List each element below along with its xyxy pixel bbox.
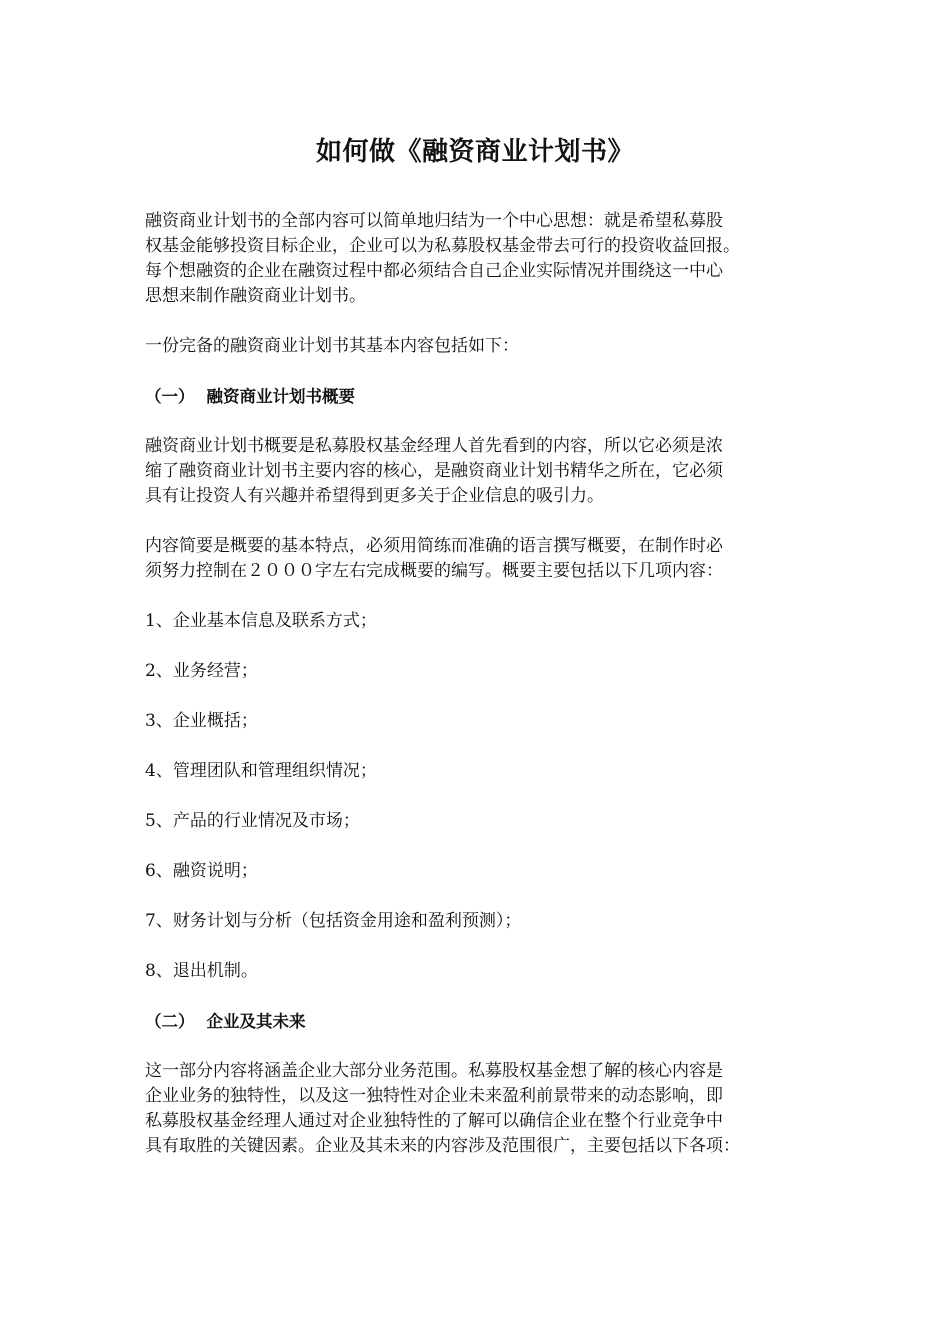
section-title: 企业及其未来: [206, 1012, 306, 1031]
list-item: [145, 659, 810, 684]
list-item-text: 7、财务计划与分析（包括资金用途和盈利预测）；: [145, 911, 522, 931]
list-item: [145, 609, 810, 634]
list-item: [145, 959, 810, 984]
document-title: 如何做《融资商业计划书》: [315, 137, 634, 167]
paragraph-line: 私募股权基金经理人通过对企业独特性的了解可以确信企业在整个行业竞争中: [145, 1111, 723, 1131]
intro-line: 融资商业计划书的全部内容可以简单地归结为一个中心思想：就是希望私募股: [145, 211, 723, 231]
intro-paragraph: [145, 209, 810, 309]
section-number: （一）: [145, 387, 195, 406]
list-item: [145, 909, 810, 934]
contents-lead: [145, 334, 810, 359]
summary-paragraph-2: [145, 534, 810, 584]
list-item-text: 8、退出机制。: [145, 961, 258, 981]
paragraph-line: 须努力控制在２０００字左右完成概要的编写。概要主要包括以下几项内容：: [145, 561, 723, 581]
contents-lead-text: 一份完备的融资商业计划书其基本内容包括如下：: [145, 336, 519, 356]
paragraph-line: 企业业务的独特性，以及这一独特性对企业未来盈利前景带来的动态影响，即: [145, 1086, 723, 1106]
document-body: [145, 209, 810, 1159]
section-title: 融资商业计划书概要: [206, 387, 355, 406]
paragraph-line: 融资商业计划书概要是私募股权基金经理人首先看到的内容，所以它必须是浓: [145, 436, 723, 456]
paragraph-line: 内容简要是概要的基本特点，必须用简练而准确的语言撰写概要，在制作时必: [145, 536, 723, 556]
section-heading-2: [145, 1009, 810, 1034]
paragraph-line: 具有让投资人有兴趣并希望得到更多关于企业信息的吸引力。: [145, 486, 604, 506]
paragraph-line: 这一部分内容将涵盖企业大部分业务范围。私募股权基金想了解的核心内容是: [145, 1061, 723, 1081]
company-future-paragraph: [145, 1059, 810, 1159]
list-item-text: 2、业务经营；: [145, 661, 258, 681]
list-item-text: 3、企业概括；: [145, 711, 258, 731]
list-item: [145, 709, 810, 734]
list-item-text: 5、产品的行业情况及市场；: [145, 811, 360, 831]
intro-line: 思想来制作融资商业计划书。: [145, 286, 366, 306]
list-item: [145, 859, 810, 884]
list-item: [145, 759, 810, 784]
paragraph-line: 缩了融资商业计划书主要内容的核心，是融资商业计划书精华之所在，它必须: [145, 461, 723, 481]
list-item: [145, 809, 810, 834]
list-item-text: 1、企业基本信息及联系方式；: [145, 611, 377, 631]
section-heading-1: [145, 384, 810, 409]
summary-paragraph-1: [145, 434, 810, 509]
section-number: （二）: [145, 1012, 195, 1031]
list-item-text: 6、融资说明；: [145, 861, 258, 881]
intro-line: 权基金能够投资目标企业，企业可以为私募股权基金带去可行的投资收益回报。: [145, 236, 740, 256]
intro-line: 每个想融资的企业在融资过程中都必须结合自己企业实际情况并围绕这一中心: [145, 261, 723, 281]
paragraph-line: 具有取胜的关键因素。企业及其未来的内容涉及范围很广，主要包括以下各项：: [145, 1136, 740, 1156]
list-item-text: 4、管理团队和管理组织情况；: [145, 761, 377, 781]
